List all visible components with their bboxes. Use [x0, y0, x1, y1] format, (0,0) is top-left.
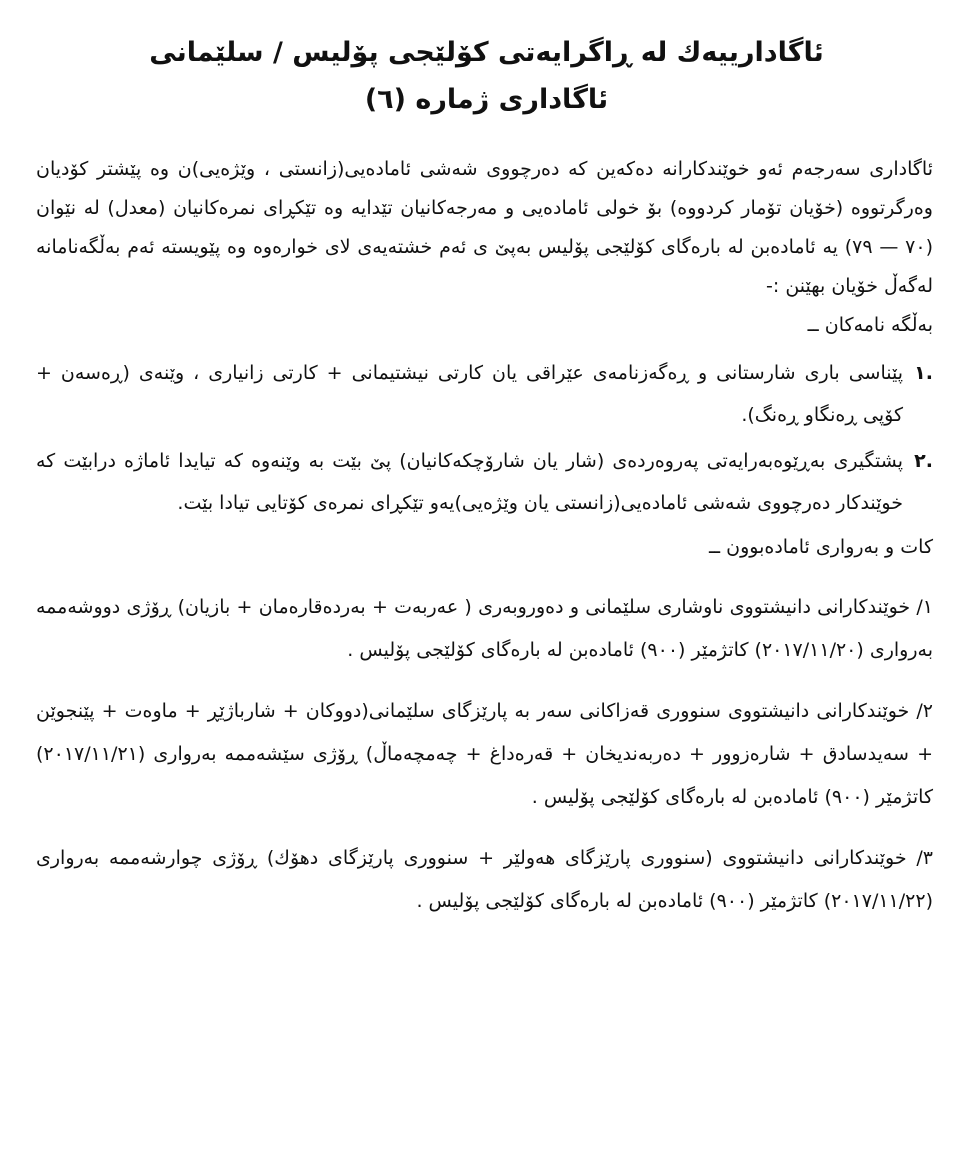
intro-paragraph: ئاگاداری سەرجەم ئەو خوێندکارانە دەکەین کە دەرچووی شەشی ئامادەیی(زانستی ، وێژەیی)ن وە پێشتر کۆدیان وەرگرتووە (خۆیان تۆمار کردووە) بۆ خولی ئامادەیی و مەرجەکانیان تێدایە وە تێکڕای نمرەکانیان (معدل) لە نێوان (٧٠ — ٧٩) یە ئامادەبن لە بارەگای کۆلێجی پۆلیس بەپێ ی ئەم خشتەیەی لای خوارەوە وە پێویستە ئەم بەڵگەنامانە لەگەڵ خۆیان بهێنن :- [36, 158, 933, 297]
schedule-entry: ١/ خوێندکارانی دانیشتووی ناوشاری سلێمانی و دەوروبەری ( عەربەت + بەردەقارەمان + بازیان) ڕۆژی دووشەممە بەرواری (٢٠١٧/١١/٢٠) کاتژمێر (٩٠٠) ئامادەبن لە بارەگای کۆلێجی پۆلیس . [36, 596, 933, 661]
announcement-title: ئاگادارییەك لە ڕاگرایەتی کۆلێجی پۆلیس / سلێمانی [149, 37, 824, 68]
document-item [36, 352, 937, 436]
document-item-text: پشتگیری بەڕێوەبەرایەتی پەروەردەی (شار یان شارۆچکەکانیان) پێ بێت بە وێنەوە کە تیایدا ئاماژە درابێت کە خوێندکار دەرچووی شەشی ئامادەیی(زانستی یان وێژەیی)یەو تێکڕای نمرەی کۆتایی تیادا بێت. [36, 450, 903, 514]
document-item-number: .١ [914, 362, 933, 384]
documents-heading: بەڵگە نامەکان ــ [807, 314, 933, 336]
document-item [36, 440, 937, 524]
announcement-number: ئاگاداری ژمارە (٦) [364, 84, 609, 115]
schedule-entry: ٣/ خوێندکارانی دانیشتووی (سنووری پارێزگای هەولێر + سنووری پارێزگای دهۆك) ڕۆژی چوارشەممە بەرواری (٢٠١٧/١١/٢٢) کاتژمێر (٩٠٠) ئامادەبن لە بارەگای کۆلێجی پۆلیس . [36, 847, 933, 912]
document-item-text: پێناسی باری شارستانی و ڕەگەزنامەی عێراقی یان کارتی نیشتیمانی + کارتی زانیاری ، وێنەی (ڕەسەن + کۆپی ڕەنگاو ڕەنگ). [36, 362, 903, 426]
schedule-heading: کات و بەرواری ئامادەبوون ــ [708, 536, 933, 558]
schedule-entry: ٢/ خوێندکارانی دانیشتووی سنووری قەزاکانی سەر بە پارێزگای سلێمانی(دووکان + شارباژێڕ + ماوەت + پێنجوێن + سەیدسادق + شارەزوور + دەربەندیخان + قەرەداغ + چەمچەماڵ) ڕۆژی سێشەممە بەرواری (٢٠١٧/١١/٢١) کاتژمێر (٩٠٠) ئامادەبن لە بارەگای کۆلێجی پۆلیس . [36, 700, 933, 808]
document-item-number: .٢ [914, 450, 933, 472]
